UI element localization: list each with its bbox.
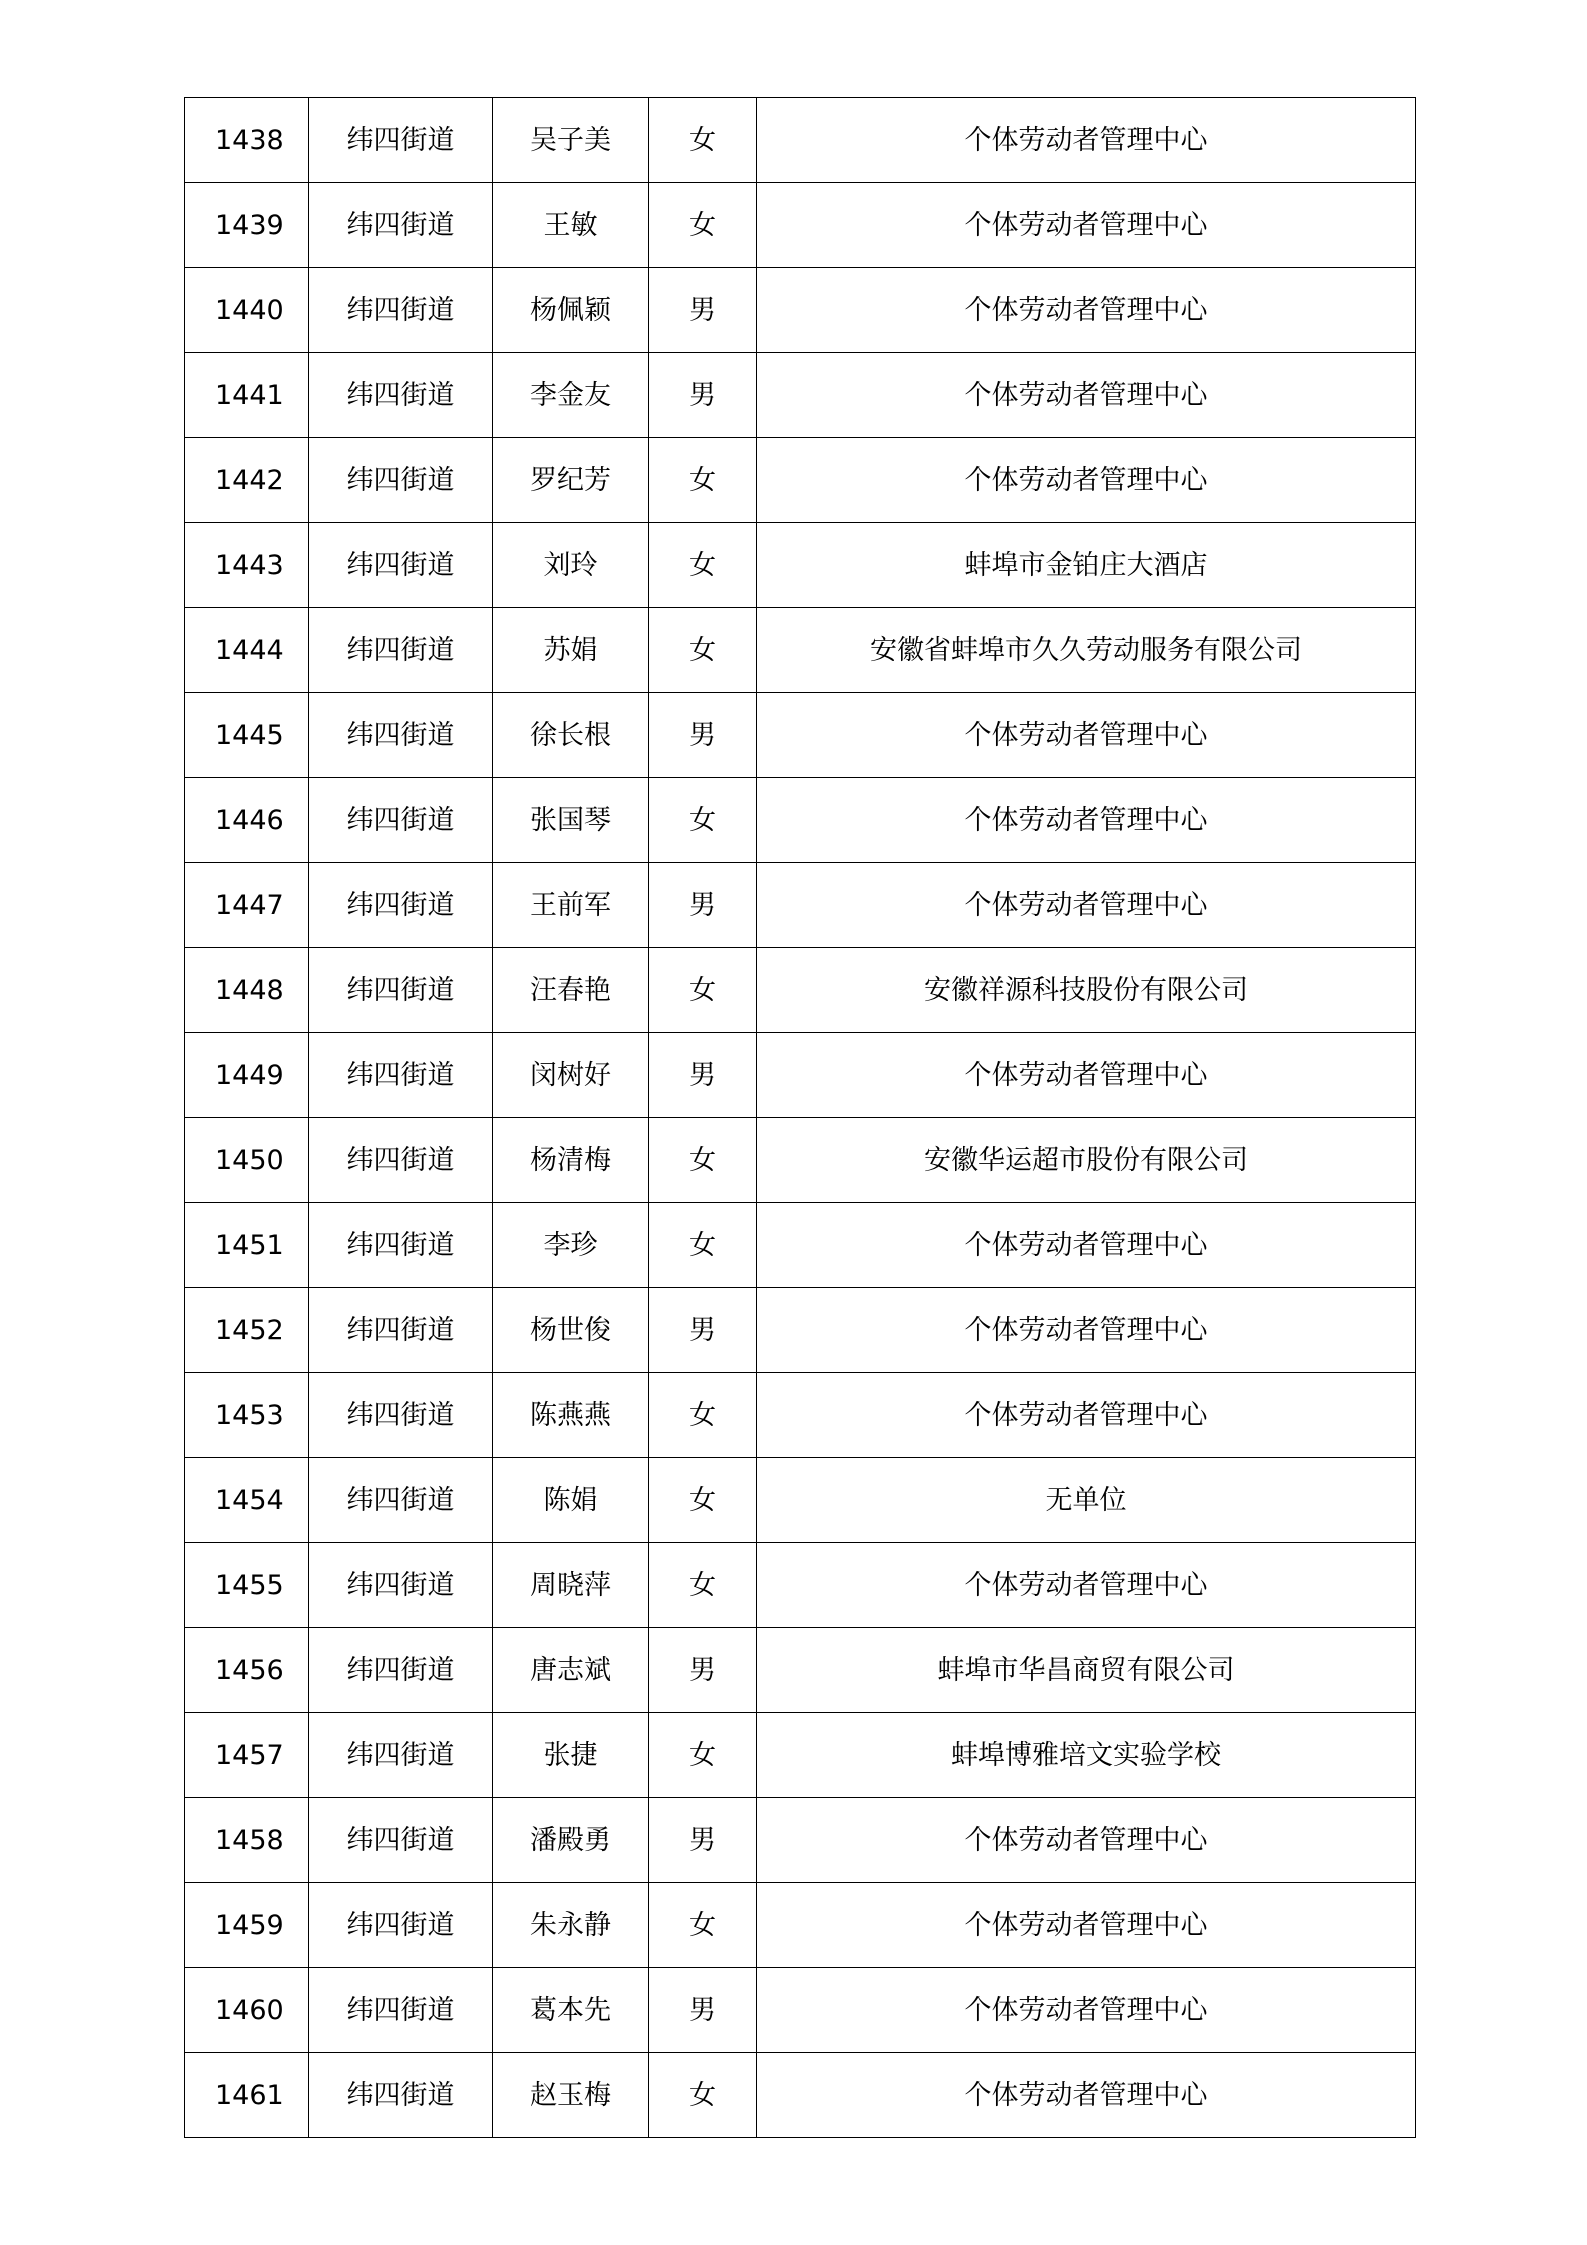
- table-row: [185, 268, 1416, 353]
- gender-cell: 女: [649, 1373, 757, 1458]
- person-name-cell: 吴子美: [493, 98, 649, 183]
- row-number: 1454: [185, 1458, 309, 1543]
- gender-cell: 女: [649, 778, 757, 863]
- gender-cell: 女: [649, 1713, 757, 1798]
- employer-cell: 个体劳动者管理中心: [757, 1543, 1416, 1628]
- row-number: 1448: [185, 948, 309, 1033]
- person-name-cell: 陈燕燕: [493, 1373, 649, 1458]
- street-cell: 纬四街道: [309, 693, 493, 778]
- gender-cell: 男: [649, 1628, 757, 1713]
- gender-cell: 女: [649, 1203, 757, 1288]
- street-cell: 纬四街道: [309, 948, 493, 1033]
- table-row: [185, 1968, 1416, 2053]
- table-row: [185, 438, 1416, 523]
- employer-cell: 蚌埠博雅培文实验学校: [757, 1713, 1416, 1798]
- table-row: [185, 2053, 1416, 2138]
- gender-cell: 女: [649, 1118, 757, 1203]
- gender-cell: 男: [649, 1033, 757, 1118]
- row-number: 1440: [185, 268, 309, 353]
- table-row: [185, 1118, 1416, 1203]
- gender-cell: 女: [649, 183, 757, 268]
- table-row: [185, 608, 1416, 693]
- row-number: 1461: [185, 2053, 309, 2138]
- gender-cell: 男: [649, 863, 757, 948]
- employer-cell: 个体劳动者管理中心: [757, 693, 1416, 778]
- person-name-cell: 刘玲: [493, 523, 649, 608]
- gender-cell: 女: [649, 98, 757, 183]
- row-number: 1459: [185, 1883, 309, 1968]
- employer-cell: 个体劳动者管理中心: [757, 268, 1416, 353]
- employer-cell: 个体劳动者管理中心: [757, 1288, 1416, 1373]
- employer-cell: 个体劳动者管理中心: [757, 1883, 1416, 1968]
- table-row: [185, 1883, 1416, 1968]
- table-row: [185, 1713, 1416, 1798]
- table-row: [185, 1458, 1416, 1543]
- person-name-cell: 苏娟: [493, 608, 649, 693]
- person-name-cell: 赵玉梅: [493, 2053, 649, 2138]
- street-cell: 纬四街道: [309, 608, 493, 693]
- employer-cell: 蚌埠市金铂庄大酒店: [757, 523, 1416, 608]
- employer-cell: 个体劳动者管理中心: [757, 1033, 1416, 1118]
- person-name-cell: 徐长根: [493, 693, 649, 778]
- table-row: [185, 1628, 1416, 1713]
- street-cell: 纬四街道: [309, 863, 493, 948]
- employer-cell: 个体劳动者管理中心: [757, 1798, 1416, 1883]
- row-number: 1456: [185, 1628, 309, 1713]
- employer-cell: 个体劳动者管理中心: [757, 183, 1416, 268]
- gender-cell: 男: [649, 353, 757, 438]
- row-number: 1443: [185, 523, 309, 608]
- table-row: [185, 183, 1416, 268]
- street-cell: 纬四街道: [309, 523, 493, 608]
- employer-cell: 安徽华运超市股份有限公司: [757, 1118, 1416, 1203]
- employer-cell: 个体劳动者管理中心: [757, 1203, 1416, 1288]
- table-row: [185, 523, 1416, 608]
- person-name-cell: 王前军: [493, 863, 649, 948]
- street-cell: 纬四街道: [309, 268, 493, 353]
- employer-cell: 个体劳动者管理中心: [757, 438, 1416, 523]
- gender-cell: 男: [649, 268, 757, 353]
- table-row: [185, 693, 1416, 778]
- employer-cell: 蚌埠市华昌商贸有限公司: [757, 1628, 1416, 1713]
- street-cell: 纬四街道: [309, 1968, 493, 2053]
- roster-table: [184, 97, 1416, 2138]
- person-name-cell: 王敏: [493, 183, 649, 268]
- employer-cell: 无单位: [757, 1458, 1416, 1543]
- row-number: 1449: [185, 1033, 309, 1118]
- table-row: [185, 1798, 1416, 1883]
- employer-cell: 安徽祥源科技股份有限公司: [757, 948, 1416, 1033]
- gender-cell: 男: [649, 1798, 757, 1883]
- person-name-cell: 闵树好: [493, 1033, 649, 1118]
- street-cell: 纬四街道: [309, 1628, 493, 1713]
- person-name-cell: 杨世俊: [493, 1288, 649, 1373]
- table-row: [185, 1203, 1416, 1288]
- row-number: 1460: [185, 1968, 309, 2053]
- street-cell: 纬四街道: [309, 183, 493, 268]
- street-cell: 纬四街道: [309, 2053, 493, 2138]
- gender-cell: 女: [649, 608, 757, 693]
- row-number: 1451: [185, 1203, 309, 1288]
- person-name-cell: 葛本先: [493, 1968, 649, 2053]
- table-row: [185, 353, 1416, 438]
- employer-cell: 安徽省蚌埠市久久劳动服务有限公司: [757, 608, 1416, 693]
- row-number: 1445: [185, 693, 309, 778]
- employer-cell: 个体劳动者管理中心: [757, 353, 1416, 438]
- table-row: [185, 948, 1416, 1033]
- employer-cell: 个体劳动者管理中心: [757, 98, 1416, 183]
- table-row: [185, 863, 1416, 948]
- person-name-cell: 朱永静: [493, 1883, 649, 1968]
- gender-cell: 女: [649, 1883, 757, 1968]
- person-name-cell: 杨清梅: [493, 1118, 649, 1203]
- row-number: 1452: [185, 1288, 309, 1373]
- person-name-cell: 汪春艳: [493, 948, 649, 1033]
- street-cell: 纬四街道: [309, 353, 493, 438]
- street-cell: 纬四街道: [309, 1288, 493, 1373]
- gender-cell: 男: [649, 1288, 757, 1373]
- row-number: 1441: [185, 353, 309, 438]
- row-number: 1442: [185, 438, 309, 523]
- employer-cell: 个体劳动者管理中心: [757, 1968, 1416, 2053]
- street-cell: 纬四街道: [309, 1543, 493, 1628]
- row-number: 1446: [185, 778, 309, 863]
- person-name-cell: 周晓萍: [493, 1543, 649, 1628]
- street-cell: 纬四街道: [309, 1798, 493, 1883]
- gender-cell: 女: [649, 438, 757, 523]
- street-cell: 纬四街道: [309, 1203, 493, 1288]
- street-cell: 纬四街道: [309, 1458, 493, 1543]
- person-name-cell: 李珍: [493, 1203, 649, 1288]
- gender-cell: 女: [649, 1458, 757, 1543]
- street-cell: 纬四街道: [309, 1118, 493, 1203]
- employer-cell: 个体劳动者管理中心: [757, 778, 1416, 863]
- row-number: 1444: [185, 608, 309, 693]
- table-row: [185, 1543, 1416, 1628]
- street-cell: 纬四街道: [309, 1373, 493, 1458]
- person-name-cell: 李金友: [493, 353, 649, 438]
- person-name-cell: 唐志斌: [493, 1628, 649, 1713]
- person-name-cell: 罗纪芳: [493, 438, 649, 523]
- table-row: [185, 1033, 1416, 1118]
- employer-cell: 个体劳动者管理中心: [757, 2053, 1416, 2138]
- row-number: 1438: [185, 98, 309, 183]
- person-name-cell: 杨佩颖: [493, 268, 649, 353]
- table-row: [185, 1373, 1416, 1458]
- row-number: 1457: [185, 1713, 309, 1798]
- person-name-cell: 张捷: [493, 1713, 649, 1798]
- gender-cell: 女: [649, 523, 757, 608]
- row-number: 1458: [185, 1798, 309, 1883]
- row-number: 1447: [185, 863, 309, 948]
- row-number: 1439: [185, 183, 309, 268]
- street-cell: 纬四街道: [309, 1713, 493, 1798]
- row-number: 1455: [185, 1543, 309, 1628]
- gender-cell: 女: [649, 2053, 757, 2138]
- person-name-cell: 潘殿勇: [493, 1798, 649, 1883]
- row-number: 1453: [185, 1373, 309, 1458]
- gender-cell: 女: [649, 1543, 757, 1628]
- gender-cell: 男: [649, 693, 757, 778]
- street-cell: 纬四街道: [309, 98, 493, 183]
- person-name-cell: 张国琴: [493, 778, 649, 863]
- gender-cell: 男: [649, 1968, 757, 2053]
- table-row: [185, 98, 1416, 183]
- row-number: 1450: [185, 1118, 309, 1203]
- street-cell: 纬四街道: [309, 1883, 493, 1968]
- street-cell: 纬四街道: [309, 778, 493, 863]
- street-cell: 纬四街道: [309, 1033, 493, 1118]
- employer-cell: 个体劳动者管理中心: [757, 1373, 1416, 1458]
- table-row: [185, 778, 1416, 863]
- table-row: [185, 1288, 1416, 1373]
- street-cell: 纬四街道: [309, 438, 493, 523]
- person-name-cell: 陈娟: [493, 1458, 649, 1543]
- roster-body: [185, 98, 1416, 2138]
- employer-cell: 个体劳动者管理中心: [757, 863, 1416, 948]
- gender-cell: 女: [649, 948, 757, 1033]
